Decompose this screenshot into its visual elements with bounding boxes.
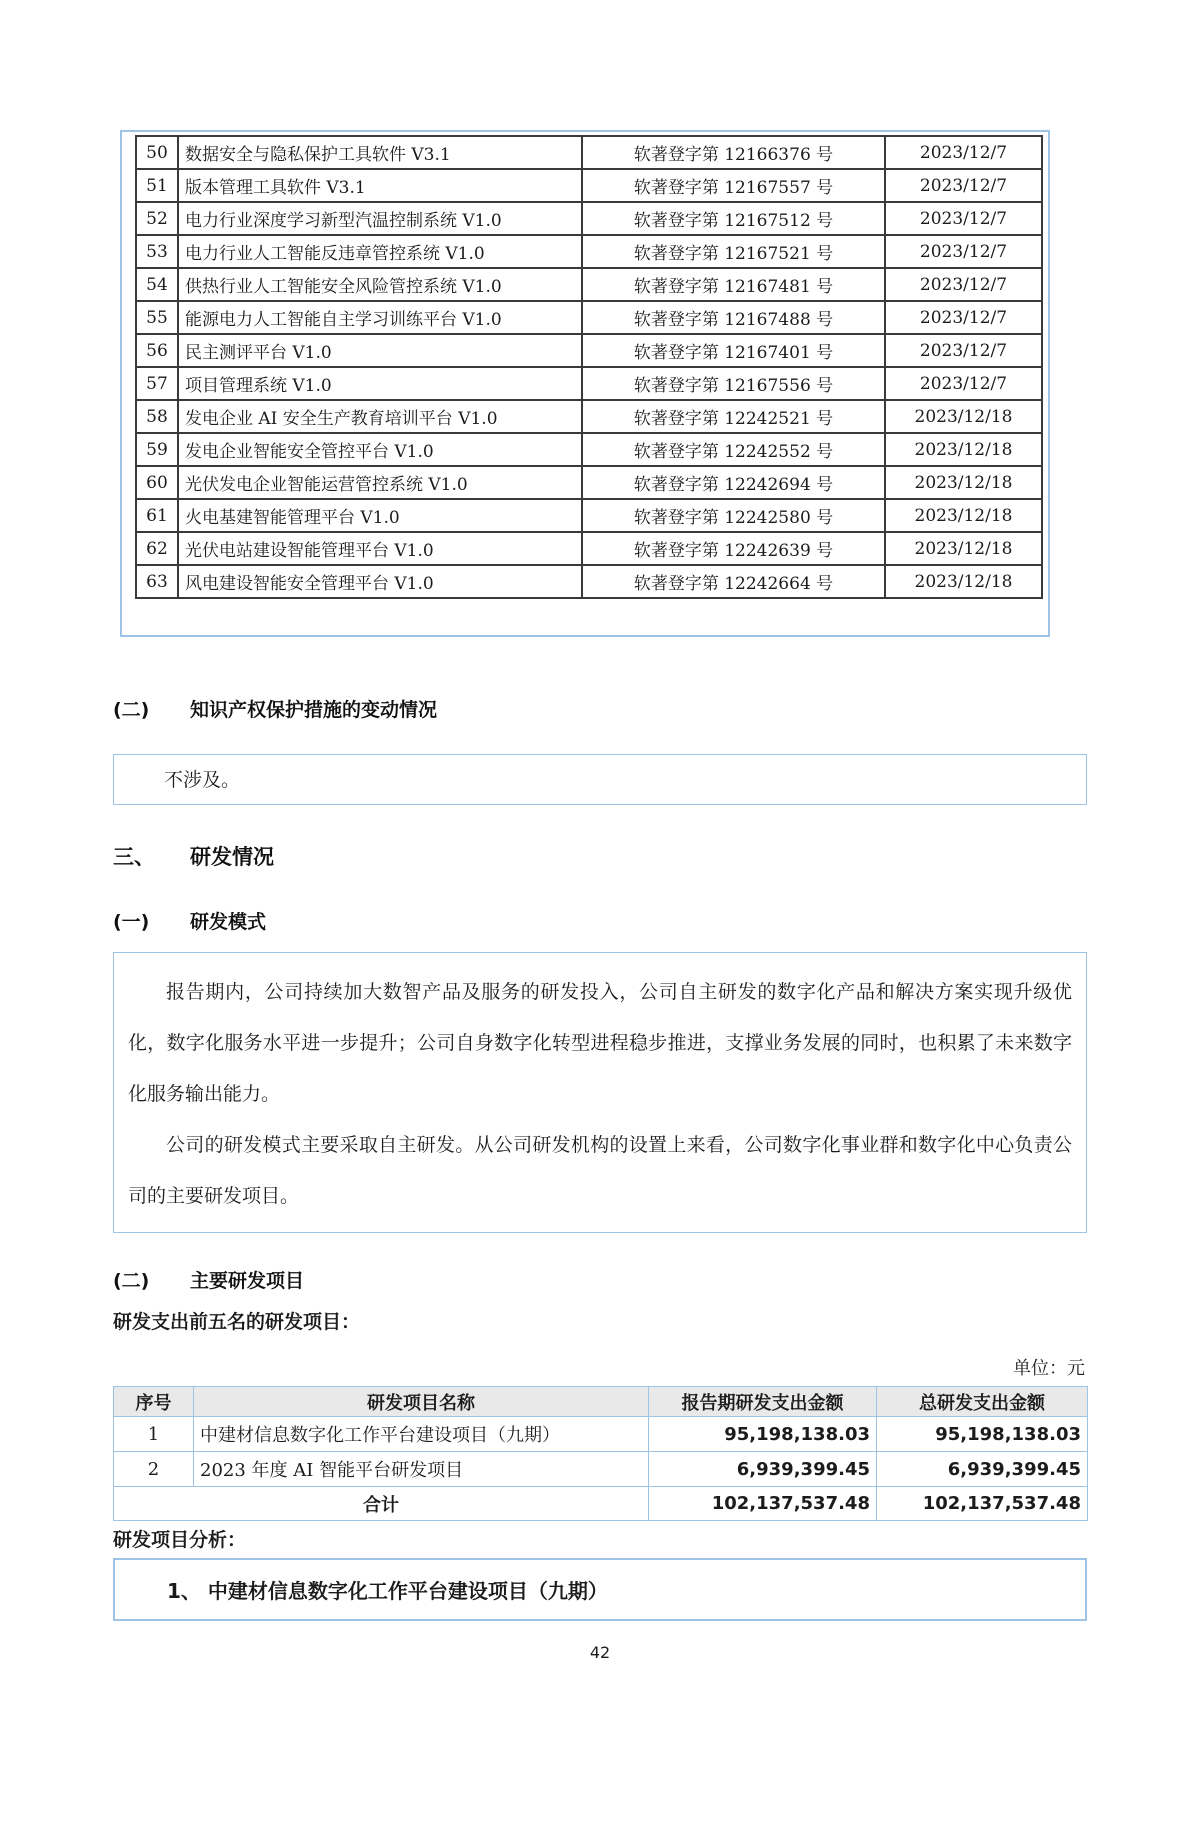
heading-numeral: (二)	[113, 699, 150, 721]
row-index: 52	[136, 202, 178, 235]
row-index: 50	[136, 136, 178, 169]
first-project-box	[113, 1558, 1087, 1621]
table-row	[136, 400, 1042, 433]
row-index: 53	[136, 235, 178, 268]
software-name: 光伏发电企业智能运营管控系统 V1.0	[178, 466, 582, 499]
registration-date: 2023/12/18	[885, 400, 1042, 433]
registration-number: 软著登字第 12167557 号	[582, 169, 885, 202]
table-row	[136, 367, 1042, 400]
table-row	[136, 268, 1042, 301]
first-project-title: 1、 中建材信息数字化工作平台建设项目（九期）	[167, 1579, 608, 1603]
col-header-total-amount: 总研发支出金额	[877, 1387, 1088, 1417]
registration-number: 软著登字第 12167512 号	[582, 202, 885, 235]
row-index: 62	[136, 532, 178, 565]
project-name: 2023 年度 AI 智能平台研发项目	[194, 1452, 649, 1487]
period-amount: 95,198,138.03	[649, 1417, 877, 1452]
software-copyright-table-container	[120, 130, 1050, 637]
registration-date: 2023/12/7	[885, 367, 1042, 400]
row-index: 63	[136, 565, 178, 598]
heading-title: 研发情况	[190, 845, 274, 869]
software-name: 发电企业 AI 安全生产教育培训平台 V1.0	[178, 400, 582, 433]
registration-number: 软著登字第 12166376 号	[582, 136, 885, 169]
registration-number: 软著登字第 12167481 号	[582, 268, 885, 301]
software-name: 光伏电站建设智能管理平台 V1.0	[178, 532, 582, 565]
software-name: 电力行业深度学习新型汽温控制系统 V1.0	[178, 202, 582, 235]
registration-number: 软著登字第 12242664 号	[582, 565, 885, 598]
registration-number: 软著登字第 12242521 号	[582, 400, 885, 433]
table-header-row	[114, 1387, 1088, 1417]
registration-date: 2023/12/18	[885, 466, 1042, 499]
registration-number: 软著登字第 12242552 号	[582, 433, 885, 466]
table-row	[136, 565, 1042, 598]
row-index: 56	[136, 334, 178, 367]
paragraph: 报告期内，公司持续加大数智产品及服务的研发投入，公司自主研发的数字化产品和解决方案实现升级优化，数字化服务水平进一步提升；公司自身数字化转型进程稳步推进，支撑业务发展的同时，也积累了未来数字化服务输出能力。	[128, 981, 1072, 1105]
registration-date: 2023/12/7	[885, 235, 1042, 268]
software-name: 能源电力人工智能自主学习训练平台 V1.0	[178, 301, 582, 334]
heading-numeral: (二)	[113, 1270, 150, 1292]
software-name: 供热行业人工智能安全风险管控系统 V1.0	[178, 268, 582, 301]
row-index: 2	[114, 1452, 194, 1487]
row-index: 61	[136, 499, 178, 532]
table-row	[136, 169, 1042, 202]
row-index: 58	[136, 400, 178, 433]
registration-date: 2023/12/7	[885, 268, 1042, 301]
registration-number: 软著登字第 12242694 号	[582, 466, 885, 499]
total-amount-total: 102,137,537.48	[877, 1487, 1088, 1521]
rd-top5-label: 研发支出前五名的研发项目：	[113, 1311, 361, 1333]
software-name: 民主测评平台 V1.0	[178, 334, 582, 367]
page-number: 42	[589, 1643, 611, 1662]
software-name: 火电基建智能管理平台 V1.0	[178, 499, 582, 532]
section-heading-rd-mode	[113, 907, 1087, 934]
registration-date: 2023/12/7	[885, 169, 1042, 202]
rd-mode-text-box	[113, 952, 1087, 1233]
software-name: 版本管理工具软件 V3.1	[178, 169, 582, 202]
heading-title: 知识产权保护措施的变动情况	[190, 699, 438, 721]
section-heading-rd-projects	[113, 1266, 1087, 1293]
registration-date: 2023/12/7	[885, 202, 1042, 235]
registration-date: 2023/12/7	[885, 301, 1042, 334]
software-name: 项目管理系统 V1.0	[178, 367, 582, 400]
section-heading-rd	[113, 841, 1087, 871]
table-row	[136, 466, 1042, 499]
heading-title: 主要研发项目	[190, 1270, 305, 1292]
unit-label: 单位：元	[1013, 1358, 1085, 1379]
registration-date: 2023/12/7	[885, 334, 1042, 367]
registration-date: 2023/12/18	[885, 565, 1042, 598]
registration-number: 软著登字第 12167556 号	[582, 367, 885, 400]
software-name: 数据安全与隐私保护工具软件 V3.1	[178, 136, 582, 169]
registration-number: 软著登字第 12167401 号	[582, 334, 885, 367]
row-index: 57	[136, 367, 178, 400]
registration-number: 软著登字第 12167488 号	[582, 301, 885, 334]
table-row	[136, 334, 1042, 367]
table-row	[136, 499, 1042, 532]
heading-numeral: (一)	[113, 911, 150, 933]
rd-expenditure-table	[113, 1386, 1088, 1521]
row-index: 51	[136, 169, 178, 202]
project-name: 中建材信息数字化工作平台建设项目（九期）	[194, 1417, 649, 1452]
col-header-project-name: 研发项目名称	[194, 1387, 649, 1417]
registration-number: 软著登字第 12242580 号	[582, 499, 885, 532]
period-amount: 6,939,399.45	[649, 1452, 877, 1487]
table-row	[136, 202, 1042, 235]
document-page	[0, 130, 1200, 1662]
row-index: 54	[136, 268, 178, 301]
registration-date: 2023/12/18	[885, 499, 1042, 532]
table-row	[136, 235, 1042, 268]
row-index: 1	[114, 1417, 194, 1452]
registration-date: 2023/12/18	[885, 532, 1042, 565]
table-row	[114, 1452, 1088, 1487]
row-index: 59	[136, 433, 178, 466]
paragraph: 公司的研发模式主要采取自主研发。从公司研发机构的设置上来看，公司数字化事业群和数字化中心负责公司的主要研发项目。	[128, 1134, 1072, 1207]
software-name: 电力行业人工智能反违章管控系统 V1.0	[178, 235, 582, 268]
ip-change-note-box	[113, 754, 1087, 805]
table-total-row	[114, 1487, 1088, 1521]
table-row	[136, 532, 1042, 565]
heading-numeral: 三、	[113, 845, 155, 869]
heading-title: 研发模式	[190, 911, 267, 933]
software-copyright-table	[135, 135, 1043, 599]
section-heading-ip-change	[113, 695, 1087, 722]
registration-number: 软著登字第 12167521 号	[582, 235, 885, 268]
table-row	[136, 433, 1042, 466]
row-index: 60	[136, 466, 178, 499]
period-amount-total: 102,137,537.48	[649, 1487, 877, 1521]
row-index: 55	[136, 301, 178, 334]
rd-analysis-label: 研发项目分析：	[113, 1529, 247, 1551]
col-header-period-amount: 报告期研发支出金额	[649, 1387, 877, 1417]
table-row	[136, 136, 1042, 169]
total-label: 合计	[114, 1487, 649, 1521]
table-row	[114, 1417, 1088, 1452]
registration-number: 软著登字第 12242639 号	[582, 532, 885, 565]
note-text: 不涉及。	[164, 769, 241, 791]
registration-date: 2023/12/18	[885, 433, 1042, 466]
registration-date: 2023/12/7	[885, 136, 1042, 169]
total-amount: 95,198,138.03	[877, 1417, 1088, 1452]
software-name: 发电企业智能安全管控平台 V1.0	[178, 433, 582, 466]
total-amount: 6,939,399.45	[877, 1452, 1088, 1487]
col-header-index: 序号	[114, 1387, 194, 1417]
software-name: 风电建设智能安全管理平台 V1.0	[178, 565, 582, 598]
table-row	[136, 301, 1042, 334]
